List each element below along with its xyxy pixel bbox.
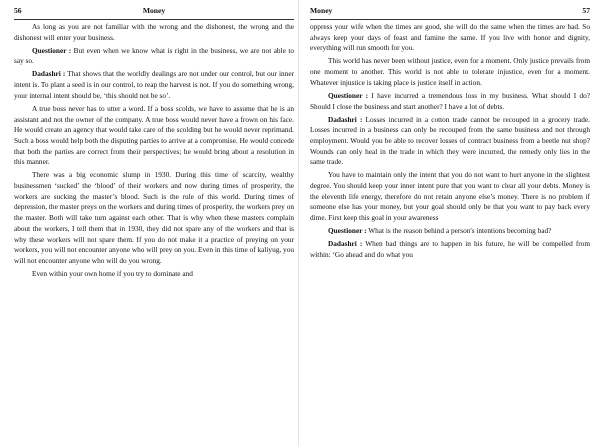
paragraph: Dadashri : When bad things are to happen in his future, he will be compelled from within: ‘Go ahead and do what you (310, 239, 591, 259)
paragraph: Questioner : I have incurred a tremendous loss in my business. What should I do? Should I close the business and start another? I have a lot of debts. (310, 90, 590, 111)
book-gutter (298, 0, 299, 446)
left-header-rule (14, 19, 294, 20)
right-page-number: 57 (582, 6, 590, 15)
speaker-label: Dadashri : (328, 114, 363, 124)
paragraph: Questioner : But even when we know what is right in the business, we are not able to say so. (14, 45, 294, 66)
left-page-header (14, 6, 294, 18)
speaker-label: Questioner : (328, 226, 367, 236)
paragraph: Dadashri : That shows that the worldly dealings are not under our control, but our inner intent is. To plant a seed is in our control, to reap the harvest is not. If you do something wrong, your internal intent should be, ‘this should not be so’. (14, 69, 294, 100)
paragraph: As long as you are not familiar with the wrong and the dishonest, the wrong and the dishonest will enter your business. (14, 22, 294, 42)
paragraph: You have to maintain only the intent that you do not want to hurt anyone in the slightest degree. You should keep your inner intent pure that you want to clear all your debts. Money is the eleventh life energy, therefore do not retain anyone else’s money. There is no problem if someone else has your money, but your goal should only be that you want to pay back every dime. First keep this goal in your awareness (310, 170, 590, 223)
right-page-header (310, 6, 590, 18)
left-page-body (14, 22, 294, 282)
left-page (10, 0, 298, 446)
paragraph: This world has never been without justice, even for a moment. Only justice prevails from one moment to another. This world is not able to tolerate injustice, even for a moment. Whatever injustice is taking place is justice itself in action. (310, 56, 590, 87)
speaker-label: Questioner : (328, 90, 369, 100)
paragraph: Questioner : What is the reason behind a person's intentions becoming bad? (328, 226, 552, 236)
left-page-number: 56 (14, 6, 22, 15)
paragraph: Dadashri : Losses incurred in a cotton trade cannot be recouped in a grocery trade. Losses incurred in a business can only be recouped from the same business and not through employment. Would you be able to recover losses of contract business from a beetle nut shop? Wounds can only heal in the trade in which they were incurred, the remedy only lies in the same trade. (310, 114, 590, 167)
speaker-label: Dadashri : (328, 239, 363, 249)
right-header-rule (310, 19, 590, 20)
right-page-body (310, 22, 590, 263)
paragraph: There was a big economic slump in 1930. During this time of scarcity, wealthy businessmen ‘sucked’ the ‘blood’ of their workers and now during times of prosperity, the workers are sucking the master’s blood. Such is the rule of this world. During times of depression, the master preys on the workers and during times of prosperity, the workers prey on the master. Both will take turn against each other. That is why when these masters complain about the workers, I tell them that in 1930, they did not spare any of the workers and that is why these workers will not spare them. If you do not make it a practice of preying on your workers, you will not encounter anyone who will prey on you. Even in this time of kaliyug, you will not encounter anyone who will do you wrong. (14, 170, 294, 265)
paragraph: oppress your wife when the times are good, she will do the same when the times are bad. So always keep your days of feast and famine the same. If you live with honor and dignity, everything will run smooth for you. (310, 22, 590, 53)
left-running-title: Money (142, 6, 166, 15)
paragraph: Even within your own home if you try to dominate and (32, 268, 193, 278)
paragraph: A true boss never has to utter a word. If a boss scolds, we have to assume that he is an assistant and not the owner of the company. A true boss would never have a frown on his face. He would create an agency that would take care of the scolding but he would never reprimand. Such a boss would help both the disputing parties to arrive at a compromise. He would concede that both the parties are correct from their perspectives; he would bring about a resolution in this manner. (14, 103, 294, 167)
speaker-label: Dadashri : (32, 69, 66, 79)
speaker-label: Questioner : (32, 45, 72, 55)
right-page (306, 0, 594, 446)
right-running-title: Money (310, 6, 333, 15)
